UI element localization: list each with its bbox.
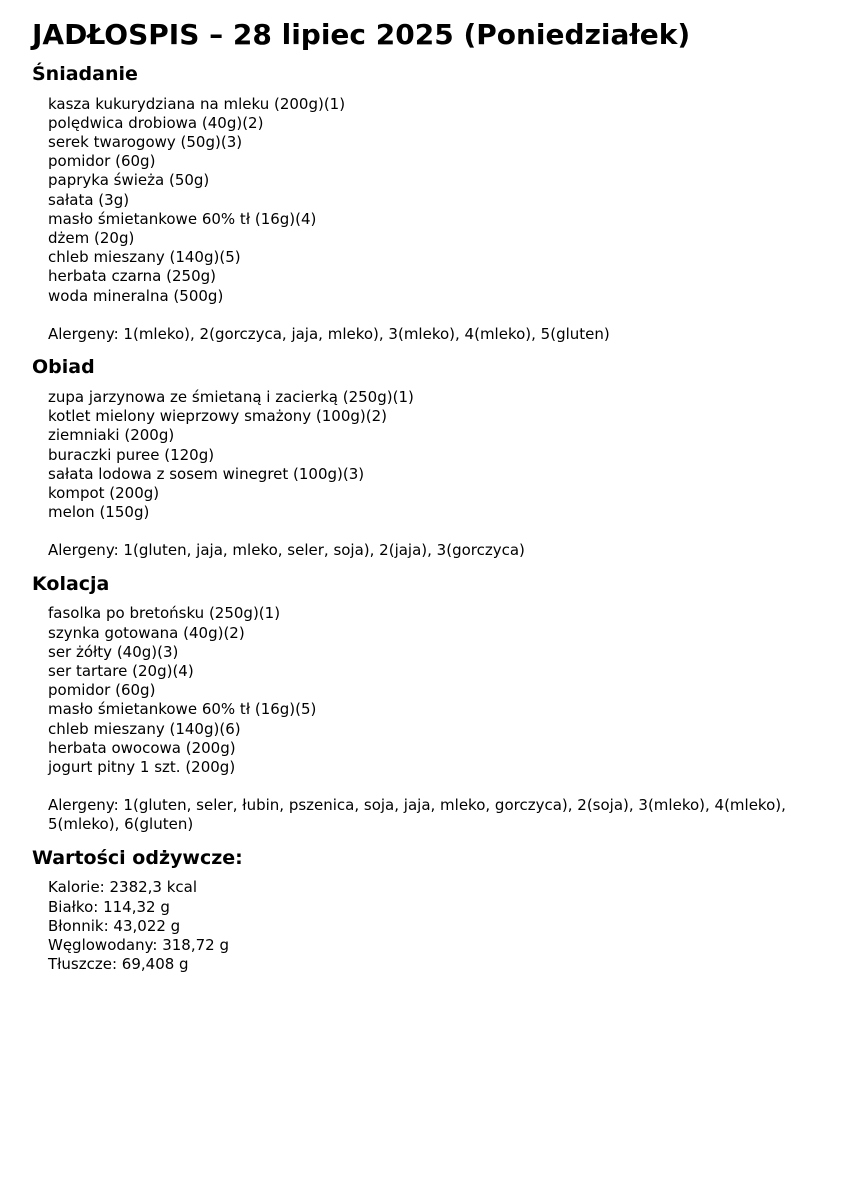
section-heading: Kolacja: [32, 572, 110, 595]
menu-item: chleb mieszany (140g)(6): [48, 719, 241, 738]
menu-item: ziemniaki (200g): [48, 426, 175, 445]
menu-items: [32, 95, 816, 306]
menu-item: pomidor (60g): [48, 152, 156, 171]
nutrition-item: Tłuszcze: 69,408 g: [48, 955, 189, 974]
menu-item: kasza kukurydziana na mleku (200g)(1): [48, 94, 346, 113]
nutrition-item: Białko: 114,32 g: [48, 897, 170, 916]
menu-item: melon (150g): [48, 503, 150, 522]
menu-item: kompot (200g): [48, 483, 160, 502]
menu-item: pomidor (60g): [48, 681, 156, 700]
menu-item: woda mineralna (500g): [48, 286, 224, 305]
menu-item: masło śmietankowe 60% tł (16g)(5): [48, 700, 317, 719]
meal-section: [32, 574, 816, 835]
section-heading: Śniadanie: [32, 62, 138, 85]
menu-item: sałata (3g): [48, 190, 130, 209]
nutrition-item: Węglowodany: 318,72 g: [48, 936, 229, 955]
section-heading: Obiad: [32, 356, 95, 379]
menu-item: papryka świeża (50g): [48, 171, 210, 190]
menu-item: dżem (20g): [48, 229, 135, 248]
menu-item: chleb mieszany (140g)(5): [48, 248, 241, 267]
nutrition-values: [32, 878, 816, 974]
menu-item: zupa jarzynowa ze śmietaną i zacierką (250g)(1): [48, 387, 414, 406]
menu-item: ser żółty (40g)(3): [48, 642, 179, 661]
menu-item: polędwica drobiowa (40g)(2): [48, 113, 264, 132]
menu-item: buraczki puree (120g): [48, 445, 215, 464]
nutrition-heading: Wartości odżywcze:: [32, 846, 243, 869]
menu-item: jogurt pitny 1 szt. (200g): [48, 758, 236, 777]
menu-item: masło śmietankowe 60% tł (16g)(4): [48, 209, 317, 228]
nutrition-section: [32, 848, 816, 975]
menu-item: serek twarogowy (50g)(3): [48, 133, 243, 152]
page-title: JADŁOSPIS – 28 lipiec 2025 (Poniedziałek): [32, 18, 691, 51]
nutrition-item: Błonnik: 43,022 g: [48, 916, 181, 935]
allergens-line: Alergeny: 1(mleko), 2(gorczyca, jaja, mleko), 3(mleko), 4(mleko), 5(gluten): [48, 324, 610, 343]
menu-items: [32, 604, 816, 777]
menu-item: herbata owocowa (200g): [48, 738, 236, 757]
allergens-line: Alergeny: 1(gluten, jaja, mleko, seler, soja), 2(jaja), 3(gorczyca): [48, 541, 525, 560]
menu-item: kotlet mielony wieprzowy smażony (100g)(2): [48, 407, 388, 426]
menu-item: herbata czarna (250g): [48, 267, 216, 286]
menu-item: ser tartare (20g)(4): [48, 662, 194, 680]
nutrition-item: Kalorie: 2382,3 kcal: [48, 878, 198, 897]
menu-item: fasolka po bretońsku (250g)(1): [48, 604, 281, 623]
menu-item: szynka gotowana (40g)(2): [48, 623, 245, 642]
menu-item: sałata lodowa z sosem winegret (100g)(3): [48, 464, 365, 483]
menu-items: [32, 388, 816, 522]
meal-section: [32, 357, 816, 560]
allergens-line: Alergeny: 1(gluten, seler, łubin, pszenica, soja, jaja, mleko, gorczyca), 2(soja), 3(mleko), 4(mleko), 5(mleko), 6(gluten): [48, 796, 786, 834]
meal-section: [32, 64, 816, 344]
meal-sections: [32, 64, 816, 835]
